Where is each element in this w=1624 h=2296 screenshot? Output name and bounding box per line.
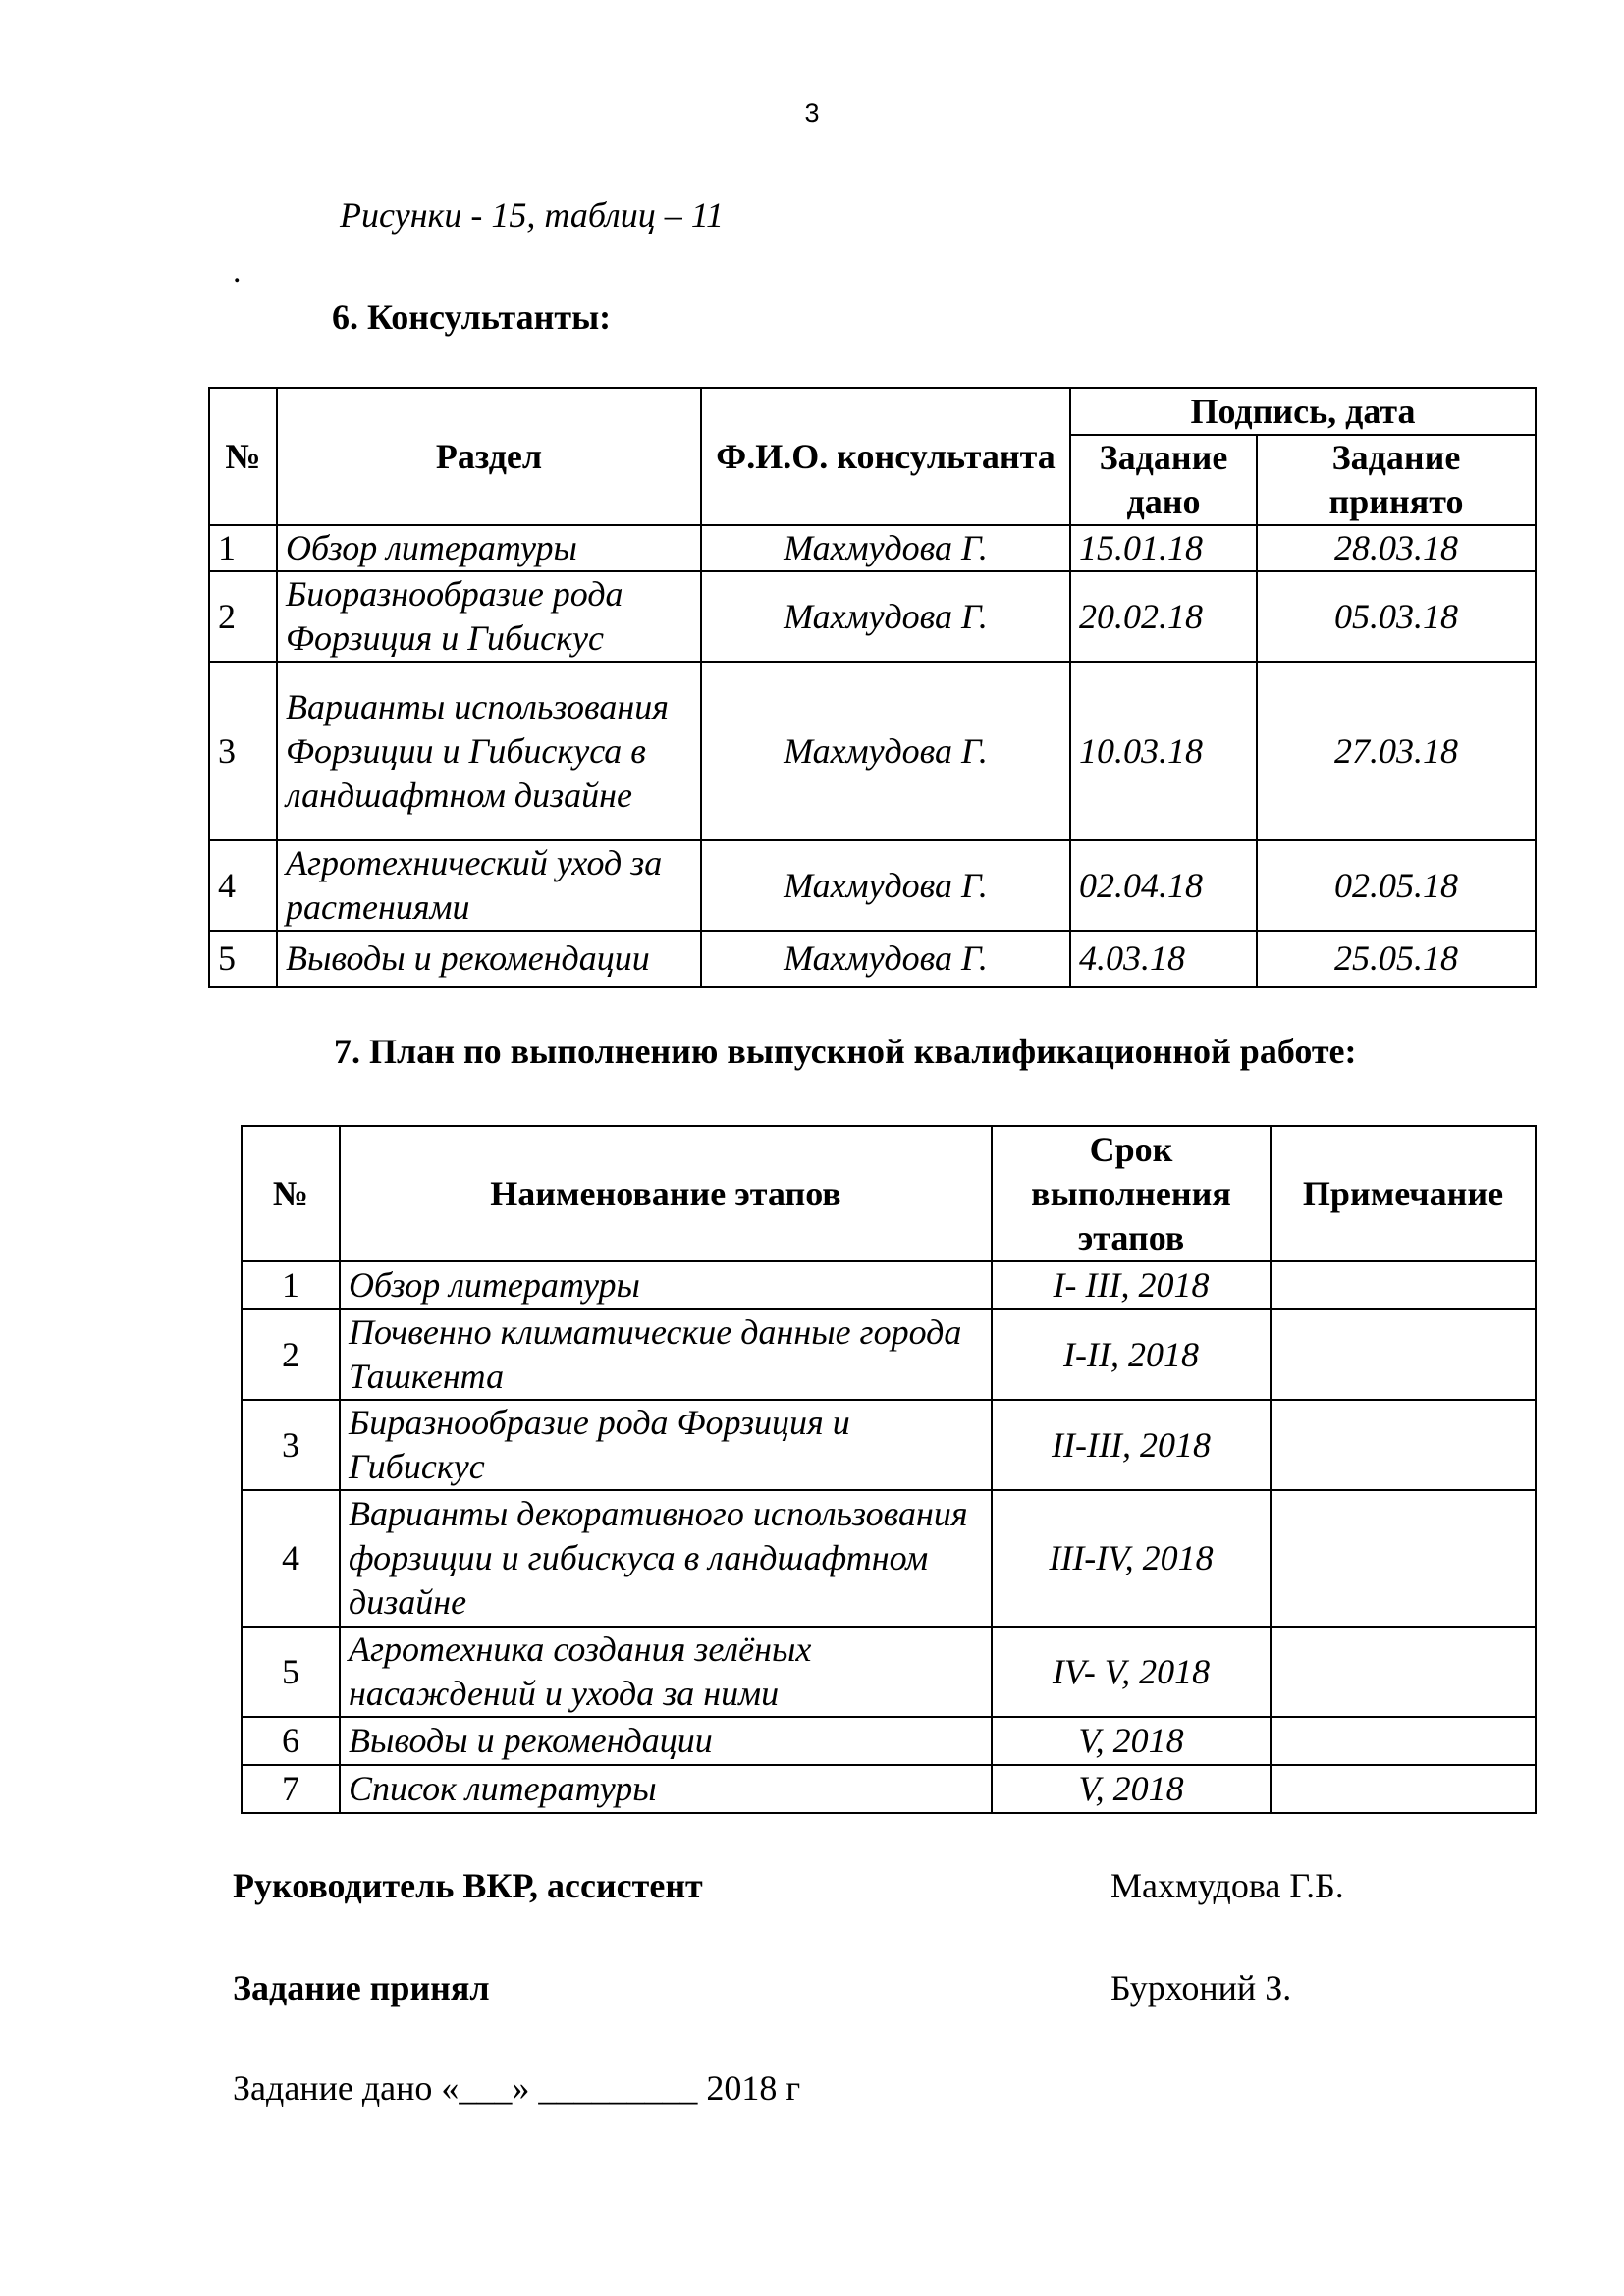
row-deadline: V, 2018	[992, 1717, 1271, 1765]
row-accepted-date: 27.03.18	[1257, 662, 1536, 840]
row-stage: Почвенно климатические данные города Ташкента	[340, 1309, 992, 1400]
row-deadline: III-IV, 2018	[992, 1490, 1271, 1627]
row-section: Выводы и рекомендации	[277, 931, 701, 987]
row-deadline: I-II, 2018	[992, 1309, 1271, 1400]
task-accepted-name: Бурхоний З.	[1110, 1968, 1292, 2007]
row-note	[1271, 1309, 1536, 1400]
table-row	[242, 1765, 1536, 1813]
table-row	[242, 1627, 1536, 1717]
row-num: 3	[242, 1400, 340, 1490]
header-task-given: Задание дано	[1070, 435, 1257, 525]
row-deadline: V, 2018	[992, 1765, 1271, 1813]
row-num: 1	[242, 1261, 340, 1309]
row-num: 6	[242, 1717, 340, 1765]
task-accepted-label: Задание принял	[233, 1968, 490, 2007]
row-section: Агротехнический уход за растениями	[277, 840, 701, 931]
row-note	[1271, 1627, 1536, 1717]
row-num: 3	[209, 662, 277, 840]
row-deadline: IV- V, 2018	[992, 1627, 1271, 1717]
header-num: №	[242, 1126, 340, 1261]
header-stage-name: Наименование этапов	[340, 1126, 992, 1261]
section-6-heading: 6. Консультанты:	[332, 297, 612, 337]
table-row	[242, 1490, 1536, 1627]
figures-count-line: Рисунки - 15, таблиц – 11	[340, 195, 725, 235]
row-num: 1	[209, 525, 277, 571]
row-consultant: Махмудова Г.	[701, 931, 1070, 987]
row-given-date: 20.02.18	[1070, 571, 1257, 662]
row-section: Обзор литературы	[277, 525, 701, 571]
table-row	[242, 1400, 1536, 1490]
row-num: 5	[209, 931, 277, 987]
stray-dot: .	[233, 253, 242, 290]
row-num: 5	[242, 1627, 340, 1717]
row-note	[1271, 1765, 1536, 1813]
row-accepted-date: 05.03.18	[1257, 571, 1536, 662]
row-stage: Агротехника создания зелёных насаждений и ухода за ними	[340, 1627, 992, 1717]
table-row	[209, 840, 1536, 931]
row-section: Варианты использования Форзиции и Гибискуса в ландшафтном дизайне	[277, 662, 701, 840]
table-row	[209, 571, 1536, 662]
row-given-date: 15.01.18	[1070, 525, 1257, 571]
row-num: 2	[242, 1309, 340, 1400]
row-given-date: 10.03.18	[1070, 662, 1257, 840]
page-number: 3	[804, 98, 820, 128]
header-num: №	[209, 388, 277, 525]
table-row	[209, 525, 1536, 571]
header-note: Примечание	[1271, 1126, 1536, 1261]
row-note	[1271, 1261, 1536, 1309]
header-consultant: Ф.И.О. консультанта	[701, 388, 1070, 525]
row-note	[1271, 1490, 1536, 1627]
work-plan-table	[241, 1125, 1537, 1814]
row-accepted-date: 02.05.18	[1257, 840, 1536, 931]
row-consultant: Махмудова Г.	[701, 662, 1070, 840]
row-given-date: 02.04.18	[1070, 840, 1257, 931]
supervisor-label: Руководитель ВКР, ассистент	[233, 1866, 703, 1905]
row-accepted-date: 28.03.18	[1257, 525, 1536, 571]
supervisor-name: Махмудова Г.Б.	[1110, 1866, 1344, 1905]
row-num: 4	[209, 840, 277, 931]
header-task-accepted: Задание принято	[1257, 435, 1536, 525]
table-row	[242, 1309, 1536, 1400]
row-stage: Биразнообразие рода Форзиция и Гибискус	[340, 1400, 992, 1490]
row-accepted-date: 25.05.18	[1257, 931, 1536, 987]
section-7-heading: 7. План по выполнению выпускной квалификационной работе:	[334, 1032, 1357, 1071]
row-deadline: II-III, 2018	[992, 1400, 1271, 1490]
table-row	[242, 1717, 1536, 1765]
row-consultant: Махмудова Г.	[701, 840, 1070, 931]
row-given-date: 4.03.18	[1070, 931, 1257, 987]
table-row	[209, 931, 1536, 987]
row-stage: Варианты декоративного использования форзиции и гибискуса в ландшафтном дизайне	[340, 1490, 992, 1627]
row-note	[1271, 1400, 1536, 1490]
row-section: Биоразнообразие рода Форзиция и Гибискус	[277, 571, 701, 662]
row-num: 7	[242, 1765, 340, 1813]
row-num: 2	[209, 571, 277, 662]
row-consultant: Махмудова Г.	[701, 571, 1070, 662]
task-given-date-line: Задание дано «___» _________ 2018 г	[233, 2068, 801, 2108]
row-stage: Список литературы	[340, 1765, 992, 1813]
row-num: 4	[242, 1490, 340, 1627]
row-deadline: I- III, 2018	[992, 1261, 1271, 1309]
table-row	[209, 662, 1536, 840]
header-signature-date: Подпись, дата	[1070, 388, 1536, 435]
header-section: Раздел	[277, 388, 701, 525]
header-deadline: Срок выполнения этапов	[992, 1126, 1271, 1261]
row-note	[1271, 1717, 1536, 1765]
table-row	[242, 1261, 1536, 1309]
consultants-table	[208, 387, 1537, 988]
row-stage: Выводы и рекомендации	[340, 1717, 992, 1765]
row-consultant: Махмудова Г.	[701, 525, 1070, 571]
row-stage: Обзор литературы	[340, 1261, 992, 1309]
